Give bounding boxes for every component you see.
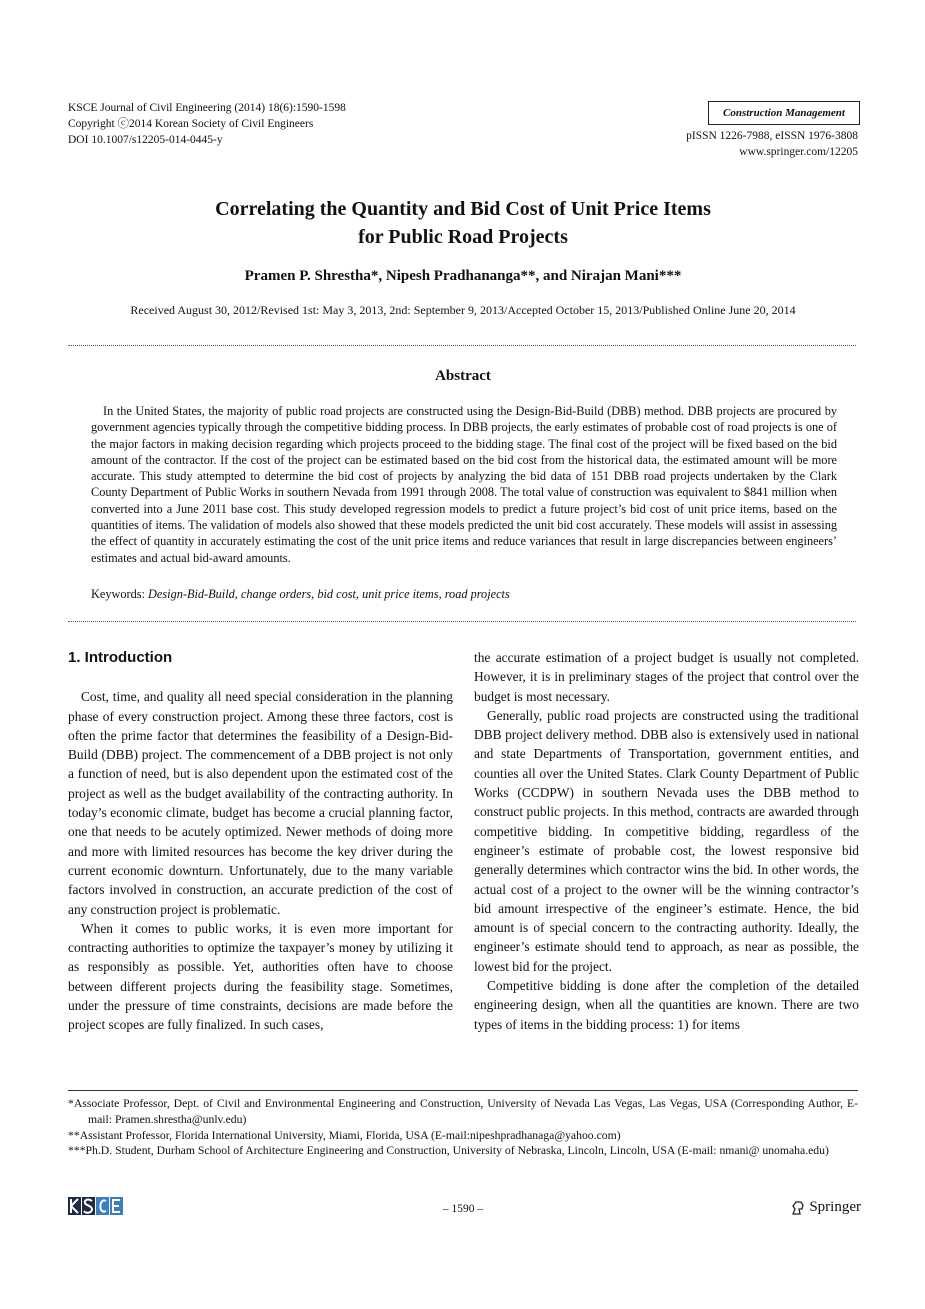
copyright-line: Copyright ⓒ2014 Korean Society of Civil Engineers: [68, 118, 314, 130]
body-column-left: [68, 648, 453, 1035]
section-heading: 1. Introduction: [68, 649, 173, 666]
journal-header: [68, 100, 346, 148]
issn-line: pISSN 1226-7988, eISSN 1976-3808: [686, 130, 858, 142]
abstract-text: In the United States, the majority of public road projects are constructed using the Design-Bid-Build (DBB) method. DBB projects are procured by government agencies typically through the competitive bidding process. In DBB projects, the early estimates of probable cost of road projects is one of the major factors in making decision regarding which projects proceed to the bidding stage. The final cost of the project will be fixed based on the bid amount of the contractor. If the cost of the project can be estimated based on the bid cost from the historical data, the estimated amount will be more accurate. This study attempted to determine the bid cost of projects by analyzing the bid data of 151 DBB road projects undertaken by the Clark County Department of Public Works in southern Nevada from 1991 through 2008. The total value of construction was equivalent to $841 million when converted into a June 2011 base cost. This study developed regression models to predict a future project’s bid cost of unit price items, based on the quantities of items. The validation of models also showed that these models predicted the unit bid cost accurately. These models will assist in assessing the effect of quantity in accurately estimating the cost of the unit price items and reduce variances that result in large discrepancies between engineers’ estimates and actual bid-award amounts.: [91, 404, 837, 565]
body-paragraph: Competitive bidding is done after the completion of the detailed engineering design, when all the quantities are known. There are two types of items in the bidding process: 1) for items: [474, 978, 859, 1032]
doi-line: DOI 10.1007/s12205-014-0445-y: [68, 134, 223, 146]
issn-block: [686, 128, 858, 160]
page-number: – 1590 –: [442, 1203, 484, 1215]
abstract-heading: Abstract: [435, 368, 491, 384]
journal-url[interactable]: www.springer.com/12205: [739, 146, 858, 158]
body-paragraph: When it comes to public works, it is even more important for contracting authorities to optimize the taxpayer’s money by utilizing it as responsibly as possible. Yet, authorities often have to choose between different projects during the feasibility stage. Sometimes, under the pressure of time constraints, decisions are made before the project scopes are fully finalized. In such cases,: [68, 920, 453, 1033]
category-box: Construction Management: [708, 101, 860, 125]
footnote-1: *Associate Professor, Dept. of Civil and Environmental Engineering and Construction, University of Nevada Las Vegas, Las Vegas, USA (Corresponding Author, E-mail: Pramen.shrestha@unlv.edu): [68, 1097, 858, 1126]
springer-logo: [790, 1199, 861, 1216]
body-paragraph: Cost, time, and quality all need special consideration in the planning phase of every construction project. Among these three factors, cost is often the prime factor that determines the feasibility of a Design-Bid-Build (DBB) project. The commencement of a DBB project is not only a function of need, but is also dependent upon the estimated cost of the project as well as the budget availability of the contracting authority. In today’s economic climate, budget has become a crucial planning factor, one that needs to be acutely optimized. Newer methods of doing more and more with limited resources has become the key driver during the current economic downturn. Unfortunately, due to the many variable factors involved in construction, an accurate prediction of the cost of any construction project is problematic.: [68, 689, 453, 917]
keywords-line: [91, 587, 837, 602]
title-line-1: Correlating the Quantity and Bid Cost of Unit Price Items: [215, 198, 711, 220]
title-line-2: for Public Road Projects: [358, 226, 568, 248]
footnotes: [68, 1096, 858, 1159]
footnote-rule: [68, 1090, 858, 1091]
springer-horse-icon: [790, 1200, 806, 1216]
divider-bottom: [68, 621, 856, 622]
footnote-2: **Assistant Professor, Florida International University, Miami, Florida, USA (E-mail:nipeshpradhanaga@yahoo.com): [68, 1128, 621, 1142]
divider-top: [68, 345, 856, 346]
keywords-list: Design-Bid-Build, change orders, bid cost, unit price items, road projects: [148, 587, 510, 601]
body-column-right: [474, 648, 859, 1034]
author-list: Pramen P. Shrestha*, Nipesh Pradhananga**, and Nirajan Mani***: [244, 268, 682, 284]
body-paragraph: the accurate estimation of a project budget is usually not completed. However, it is in preliminary stages of the project that control over the budget is most necessary.: [474, 650, 859, 704]
keywords-label: Keywords:: [91, 587, 145, 601]
footnote-3: ***Ph.D. Student, Durham School of Architecture Engineering and Construction, University of Nebraska, Lincoln, Lincoln, USA (E-mail: nmani@ unomaha.edu): [68, 1144, 829, 1158]
paper-title: [68, 195, 858, 251]
springer-wordmark: Springer: [809, 1199, 861, 1215]
received-dates: Received August 30, 2012/Revised 1st: May 3, 2013, 2nd: September 9, 2013/Accepted October 15, 2013/Published Online June 20, 2014: [130, 303, 796, 317]
journal-line: KSCE Journal of Civil Engineering (2014) 18(6):1590-1598: [68, 102, 346, 114]
body-paragraph: Generally, public road projects are constructed using the traditional DBB project delivery method. DBB also is extensively used in national and state Departments of Transportation, government entities, and counties all over the United States. Clark County Department of Public Works (CCDPW) in southern Nevada uses the DBB method to construct public projects. In this method, contracts are awarded through competitive bidding. In competitive bidding, regardless of the engineer’s estimate of probable cost, the lowest responsive bid generally determines which contractor wins the bid. In other words, the actual cost of a project to the owner will be the winning contractor’s bid amount irrespective of the engineer’s estimate. Hence, the bid amount is of special concern to the contracting authority. Ideally, the engineer’s estimate should tend to approach, as near as possible, the lowest bid for the project.: [474, 707, 859, 974]
